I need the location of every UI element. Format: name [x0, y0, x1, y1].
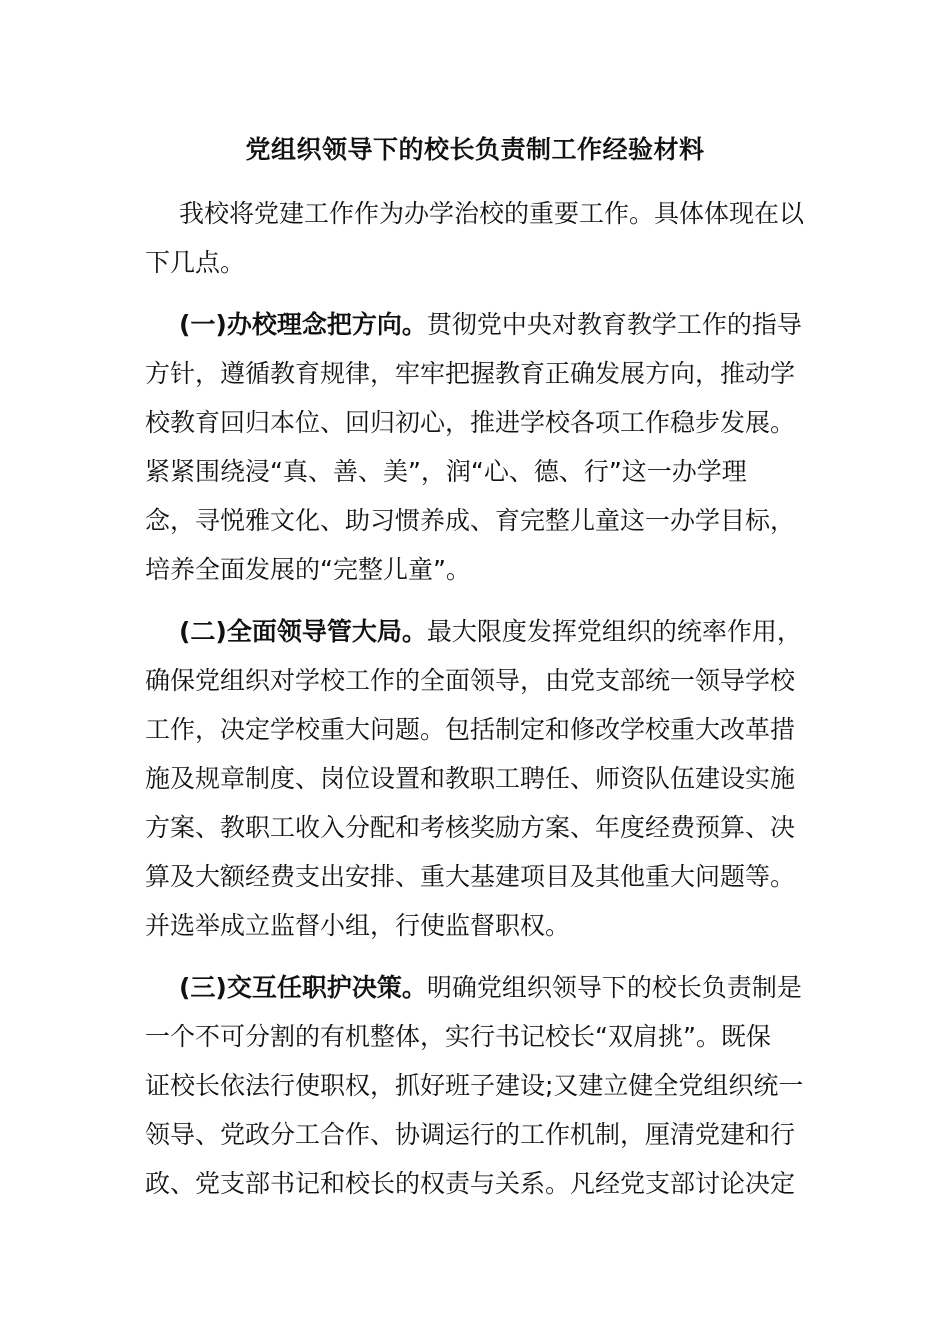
text-line: 领导、党政分工合作、协调运行的工作机制，厘清党建和行	[145, 1120, 796, 1149]
text-line: 一个不可分割的有机整体，实行书记校长“双肩挑”。既保	[145, 1022, 771, 1051]
section-paragraph-3	[145, 963, 805, 1208]
text-line: 下几点。	[145, 248, 246, 277]
text-line: 政、党支部书记和校长的权责与关系。凡经党支部讨论决定	[145, 1169, 796, 1198]
text-line: 紧紧围绕浸“真、善、美”，润“心、德、行”这一办学理	[145, 457, 747, 486]
section-paragraph-2	[145, 607, 805, 950]
first-line	[145, 963, 805, 1012]
text-line: 工作，决定学校重大问题。包括制定和修改学校重大改革措	[145, 715, 796, 744]
text-line: 并选举成立监督小组，行使监督职权。	[145, 911, 571, 940]
text-line: 方针，遵循教育规律，牢牢把握教育正确发展方向，推动学	[145, 359, 796, 388]
text-line: 方案、教职工收入分配和考核奖励方案、年度经费预算、决	[145, 813, 796, 842]
text-run: 明确党组织领导下的校长负责制是	[426, 973, 802, 1002]
text-run: 最大限度发挥党组织的统率作用，	[426, 617, 802, 646]
section-heading: (一)办校理念把方向。	[179, 310, 427, 339]
text-run: 贯彻党中央对教育教学工作的指导	[426, 310, 802, 339]
document-body	[145, 189, 805, 1208]
text-line: 施及规章制度、岗位设置和教职工聘任、师资队伍建设实施	[145, 764, 796, 793]
text-line: 念，寻悦雅文化、助习惯养成、育完整儿童这一办学目标，	[145, 506, 796, 535]
section-heading: (二)全面领导管大局。	[179, 617, 427, 646]
section-paragraph-1	[145, 300, 805, 594]
text-line: 证校长依法行使职权，抓好班子建设;又建立健全党组织统一	[145, 1071, 804, 1100]
first-line	[145, 300, 805, 349]
section-heading: (三)交互任职护决策。	[179, 973, 427, 1002]
first-line	[145, 607, 805, 656]
text-line: 我校将党建工作作为办学治校的重要工作。具体体现在以	[179, 199, 805, 228]
text-line: 确保党组织对学校工作的全面领导，由党支部统一领导学校	[145, 666, 796, 695]
document-title: 党组织领导下的校长负责制工作经验材料	[245, 135, 705, 164]
text-line: 校教育回归本位、回归初心，推进学校各项工作稳步发展。	[145, 408, 796, 437]
intro-paragraph	[145, 189, 805, 287]
text-line: 培养全面发展的“完整儿童”。	[145, 555, 471, 584]
text-line: 算及大额经费支出安排、重大基建项目及其他重大问题等。	[145, 862, 796, 891]
